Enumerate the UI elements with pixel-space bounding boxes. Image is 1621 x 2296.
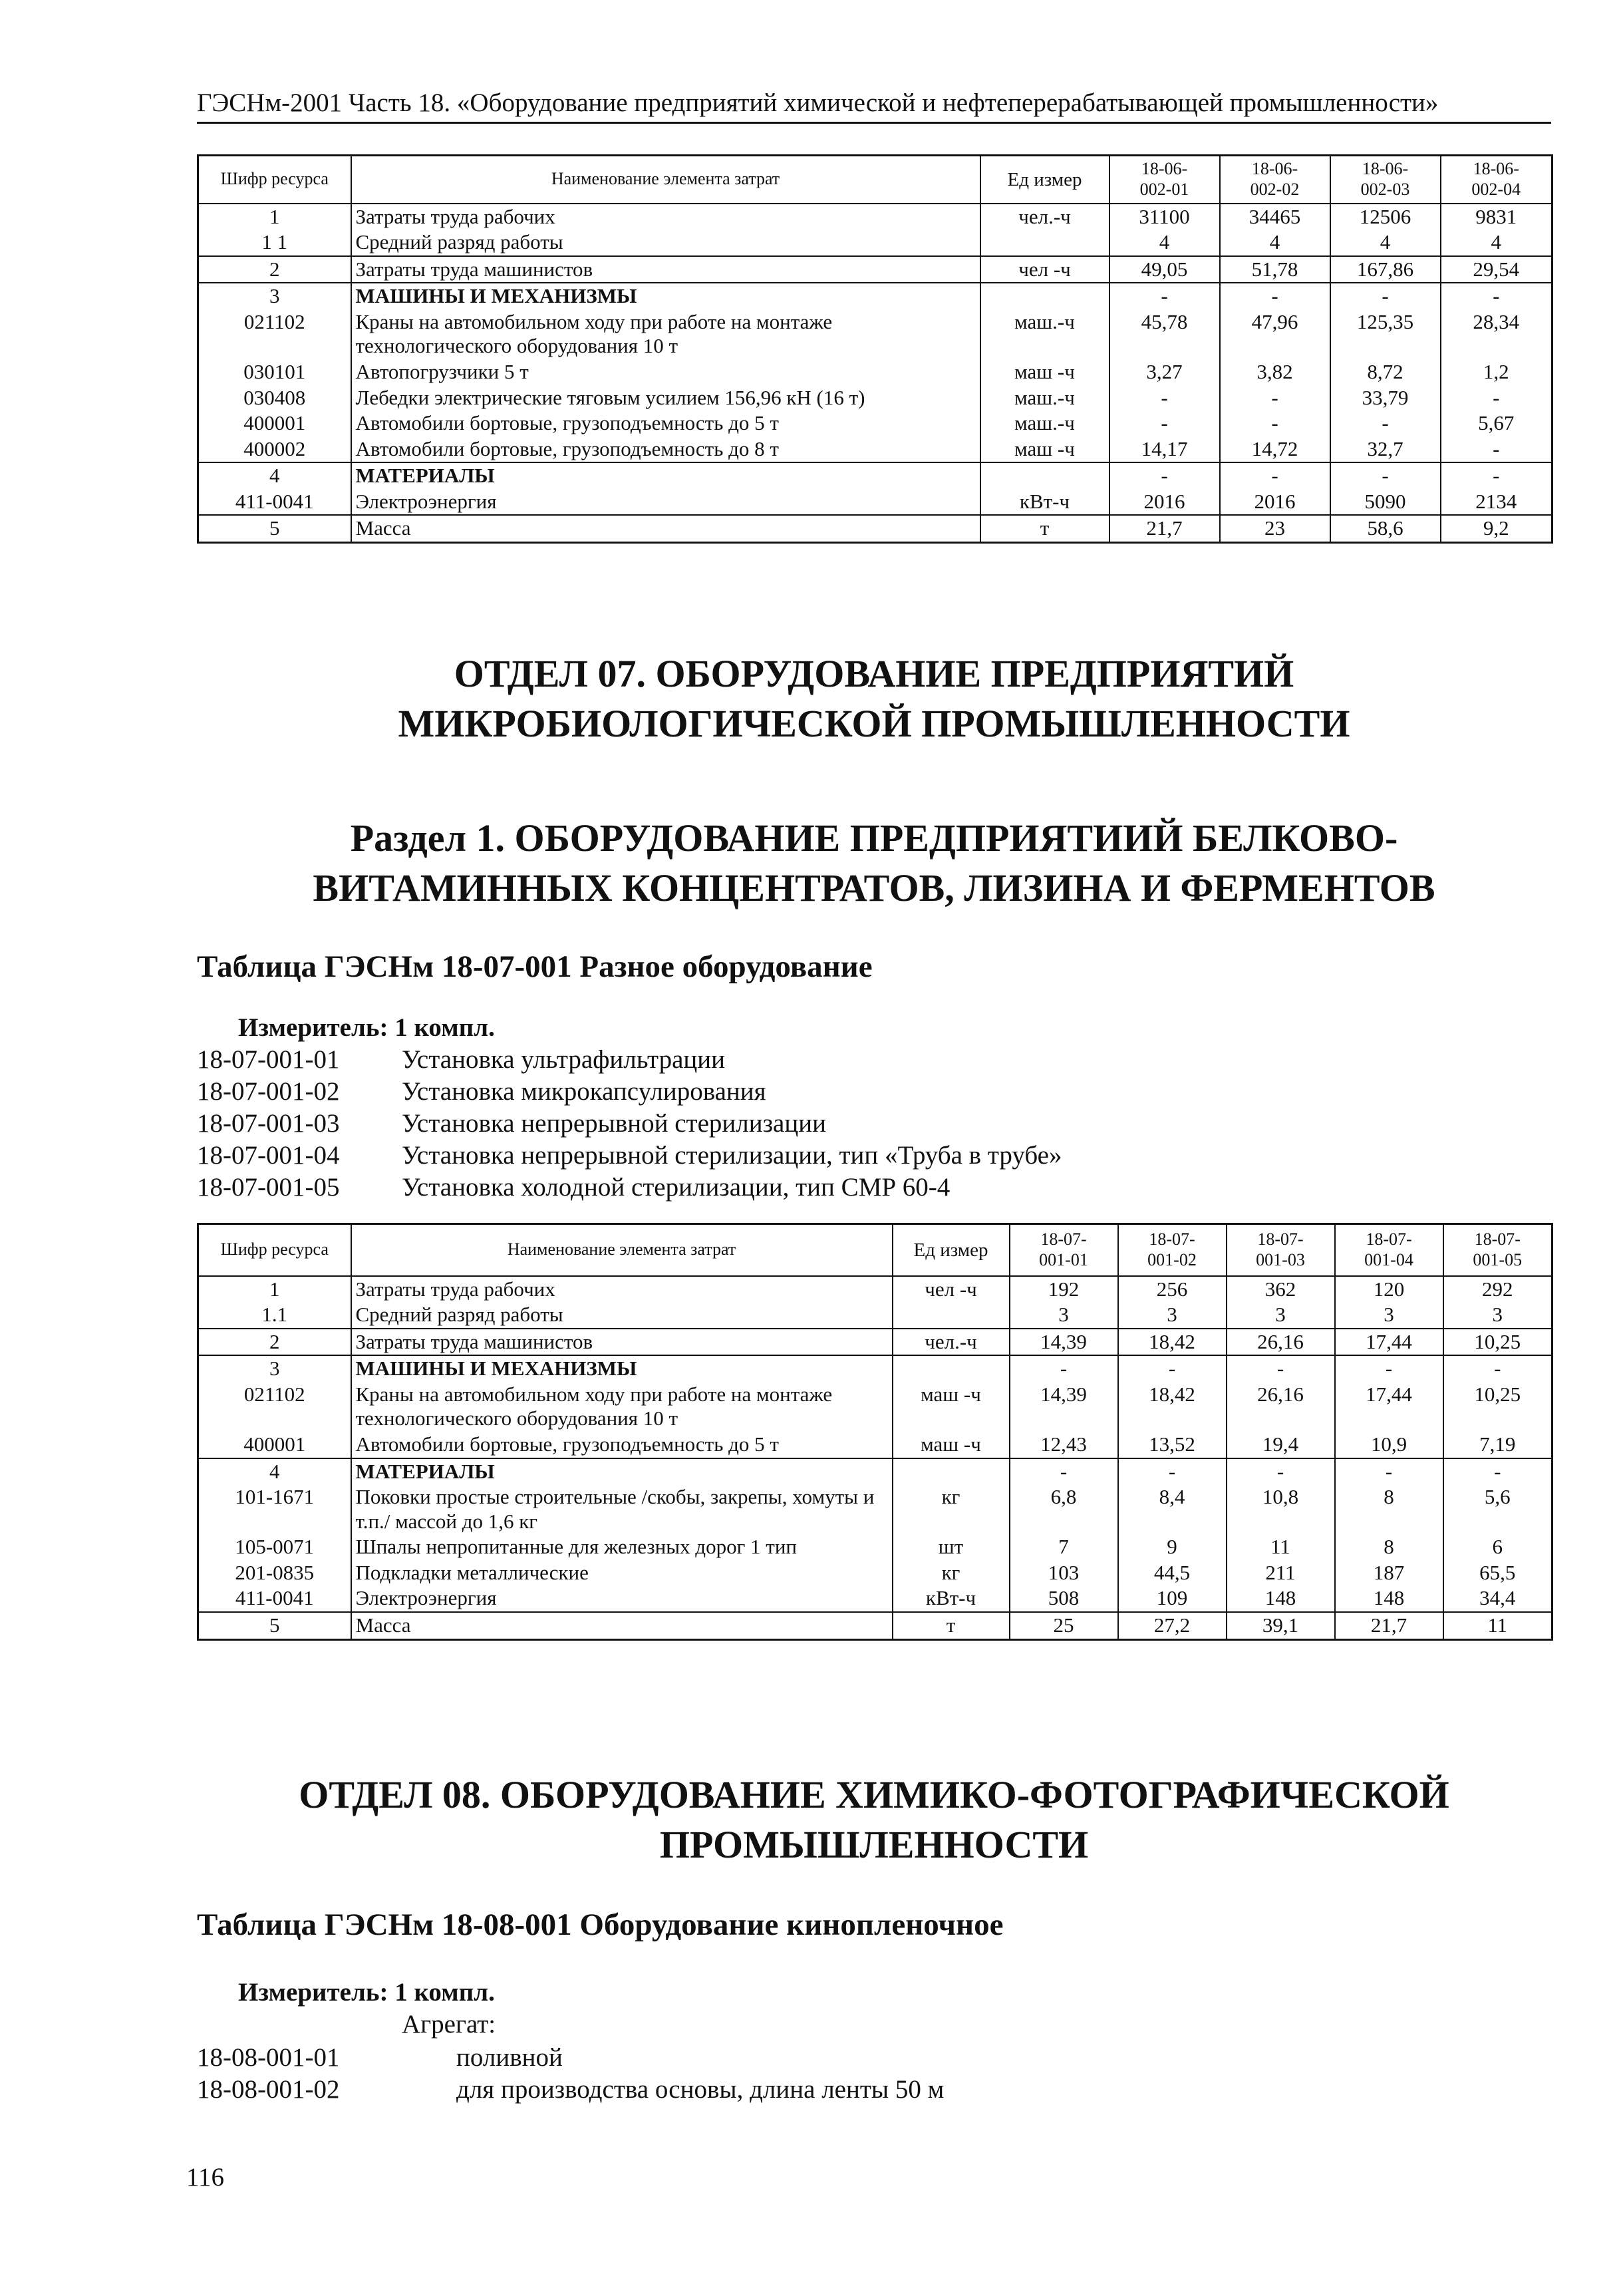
cell: -	[1220, 385, 1330, 411]
cell: 1.1	[198, 1302, 351, 1329]
cell: 26,16	[1227, 1382, 1335, 1432]
cell	[980, 283, 1109, 309]
cell: кВт-ч	[980, 489, 1109, 516]
cell: -	[1118, 1355, 1227, 1382]
cell: 201-0835	[198, 1560, 351, 1586]
cell: 49,05	[1109, 256, 1220, 283]
table-row	[198, 1534, 1552, 1560]
cell: -	[1010, 1355, 1118, 1382]
col-header: 18-07- 001-02	[1118, 1224, 1227, 1276]
cell: 47,96	[1220, 309, 1330, 359]
cell: 1 1	[198, 230, 351, 256]
table-row	[198, 1276, 1552, 1303]
cell: 17,44	[1335, 1329, 1443, 1356]
cell: -	[1441, 436, 1552, 463]
cell: -	[1109, 462, 1220, 489]
description: Установка микрокапсулирования	[402, 1077, 766, 1106]
cell: 4	[1109, 230, 1220, 256]
cell: -	[1443, 1355, 1552, 1382]
cell: -	[1118, 1458, 1227, 1485]
cell: -	[1010, 1458, 1118, 1485]
cell: кг	[893, 1484, 1010, 1534]
table-row	[198, 1432, 1552, 1458]
cell: 25	[1010, 1612, 1118, 1639]
cell: -	[1330, 410, 1441, 436]
col-header: 18-06- 002-04	[1441, 156, 1552, 204]
cell: 14,72	[1220, 436, 1330, 463]
cell: -	[1109, 283, 1220, 309]
cell: Масса	[351, 1612, 893, 1639]
cell: 7,19	[1443, 1432, 1552, 1458]
cell: 18,42	[1118, 1329, 1227, 1356]
cell: -	[1330, 283, 1441, 309]
cell: 8	[1335, 1484, 1443, 1534]
cell: 19,4	[1227, 1432, 1335, 1458]
cell: 33,79	[1330, 385, 1441, 411]
col-header: Шифр ресурса	[198, 156, 351, 204]
cell: 109	[1118, 1585, 1227, 1612]
description: Установка ультрафильтрации	[402, 1045, 725, 1074]
cell: 8	[1335, 1534, 1443, 1560]
cell: Масса	[351, 515, 980, 542]
cell: 11	[1227, 1534, 1335, 1560]
cell: 256	[1118, 1276, 1227, 1303]
cell: 21,7	[1335, 1612, 1443, 1639]
cell: Шпалы непропитанные для железных дорог 1 тип	[351, 1534, 893, 1560]
cell: Затраты труда рабочих	[351, 1276, 893, 1303]
cell: 167,86	[1330, 256, 1441, 283]
table-row	[198, 1484, 1552, 1534]
cell: 28,34	[1441, 309, 1552, 359]
cell: 3,27	[1109, 359, 1220, 385]
table-row	[198, 489, 1552, 516]
cell: МАШИНЫ И МЕХАНИЗМЫ	[351, 283, 980, 309]
cell: 3	[1010, 1302, 1118, 1329]
cell: чел -ч	[893, 1276, 1010, 1303]
heading-line: ВИТАМИННЫХ КОНЦЕНТРАТОВ, ЛИЗИНА И ФЕРМЕНТОВ	[313, 866, 1435, 910]
col-header: Ед измер	[980, 156, 1109, 204]
table-title: Таблица ГЭСНм 18-08-001 Оборудование кинопленочное	[197, 1907, 1004, 1942]
table-row	[198, 1458, 1552, 1485]
cell: -	[1109, 385, 1220, 411]
cell: Поковки простые строительные /скобы, закрепы, хомуты и т.п./ массой до 1,6 кг	[351, 1484, 893, 1534]
description: поливной	[456, 2043, 563, 2072]
cell: 39,1	[1227, 1612, 1335, 1639]
cell: 2016	[1220, 489, 1330, 516]
cell: 14,17	[1109, 436, 1220, 463]
cell: 105-0071	[198, 1534, 351, 1560]
code: 18-08-001-01	[197, 2043, 340, 2072]
cell: 5	[198, 1612, 351, 1639]
cell: 508	[1010, 1585, 1118, 1612]
description: Установка непрерывной стерилизации	[402, 1109, 826, 1138]
table-row	[198, 515, 1552, 542]
col-header: Шифр ресурса	[198, 1224, 351, 1276]
section-heading	[197, 649, 1551, 749]
cell: 14,39	[1010, 1382, 1118, 1432]
cell: 021102	[198, 309, 351, 359]
cell: 34465	[1220, 204, 1330, 230]
cell: 400001	[198, 1432, 351, 1458]
cell: МАТЕРИАЛЫ	[351, 1458, 893, 1485]
cell: 030408	[198, 385, 351, 411]
cell: Затраты труда машинистов	[351, 1329, 893, 1356]
cell: 2016	[1109, 489, 1220, 516]
table-row	[198, 309, 1552, 359]
cell: 103	[1010, 1560, 1118, 1586]
cell: 3	[1227, 1302, 1335, 1329]
col-header: 18-07- 001-04	[1335, 1224, 1443, 1276]
cell: -	[1330, 462, 1441, 489]
table-row	[198, 385, 1552, 411]
code: 18-08-001-02	[197, 2075, 340, 2104]
cell: чел -ч	[980, 256, 1109, 283]
cell: -	[1441, 385, 1552, 411]
table-row	[198, 256, 1552, 283]
cell: -	[1109, 410, 1220, 436]
cell: -	[1220, 283, 1330, 309]
cell: 34,4	[1443, 1585, 1552, 1612]
cell: -	[1335, 1355, 1443, 1382]
cell: маш -ч	[893, 1432, 1010, 1458]
cell: маш -ч	[980, 359, 1109, 385]
cell	[980, 230, 1109, 256]
cell: 2134	[1441, 489, 1552, 516]
cell: Электроэнергия	[351, 1585, 893, 1612]
cell: 120	[1335, 1276, 1443, 1303]
col-header: 18-06- 002-02	[1220, 156, 1330, 204]
table-row	[198, 1560, 1552, 1586]
cell: 5,67	[1441, 410, 1552, 436]
cell: маш.-ч	[980, 309, 1109, 359]
code: 18-07-001-05	[197, 1173, 340, 1202]
cell: маш -ч	[980, 436, 1109, 463]
cell: т	[980, 515, 1109, 542]
section-heading	[197, 1770, 1551, 1870]
cell: 192	[1010, 1276, 1118, 1303]
cell: 27,2	[1118, 1612, 1227, 1639]
cell: 65,5	[1443, 1560, 1552, 1586]
table-row	[198, 204, 1552, 230]
cell	[893, 1458, 1010, 1485]
cell: 6,8	[1010, 1484, 1118, 1534]
table-row	[198, 436, 1552, 463]
cell: 4	[198, 462, 351, 489]
col-header: 18-06- 002-01	[1109, 156, 1220, 204]
col-header: Наименование элемента затрат	[351, 156, 980, 204]
table-row	[198, 1382, 1552, 1432]
cell: 101-1671	[198, 1484, 351, 1534]
col-header: Ед измер	[893, 1224, 1010, 1276]
cell: 32,7	[1330, 436, 1441, 463]
cell: -	[1335, 1458, 1443, 1485]
cell: 29,54	[1441, 256, 1552, 283]
measure-unit: Измеритель: 1 компл.	[238, 1978, 495, 2007]
running-header: ГЭСНм-2001 Часть 18. «Оборудование предприятий химической и нефтеперерабатывающей промышленности»	[197, 88, 1551, 124]
table-row	[198, 230, 1552, 256]
heading-line: ОТДЕЛ 07. ОБОРУДОВАНИЕ ПРЕДПРИЯТИЙ	[454, 652, 1294, 695]
cell: 362	[1227, 1276, 1335, 1303]
col-header: 18-07- 001-03	[1227, 1224, 1335, 1276]
cell: 11	[1443, 1612, 1552, 1639]
cell: 18,42	[1118, 1382, 1227, 1432]
cell: 292	[1443, 1276, 1552, 1303]
cell: 3	[1443, 1302, 1552, 1329]
cell: 4	[1441, 230, 1552, 256]
code: 18-07-001-04	[197, 1141, 340, 1170]
code: 18-07-001-03	[197, 1109, 340, 1138]
heading-line: ОТДЕЛ 08. ОБОРУДОВАНИЕ ХИМИКО-ФОТОГРАФИЧЕСКОЙ	[299, 1773, 1449, 1816]
cell	[893, 1355, 1010, 1382]
code: 18-07-001-02	[197, 1077, 340, 1106]
cell	[893, 1302, 1010, 1329]
cell	[980, 462, 1109, 489]
cell: 400001	[198, 410, 351, 436]
cell: 4	[1220, 230, 1330, 256]
cell: 5	[198, 515, 351, 542]
cell: 10,25	[1443, 1329, 1552, 1356]
col-header: 18-07- 001-05	[1443, 1224, 1552, 1276]
cell: 1	[198, 1276, 351, 1303]
cell: 187	[1335, 1560, 1443, 1586]
cell: Электроэнергия	[351, 489, 980, 516]
cell: 45,78	[1109, 309, 1220, 359]
cell: Краны на автомобильном ходу при работе на монтаже технологического оборудования 10 т	[351, 309, 980, 359]
cell: 9	[1118, 1534, 1227, 1560]
cell: 3,82	[1220, 359, 1330, 385]
cell: 9831	[1441, 204, 1552, 230]
cell: 13,52	[1118, 1432, 1227, 1458]
table-row	[198, 1612, 1552, 1639]
cell: 1,2	[1441, 359, 1552, 385]
subsection-heading	[197, 813, 1551, 913]
cell: Лебедки электрические тяговым усилием 156,96 кН (16 т)	[351, 385, 980, 411]
table-row	[198, 1302, 1552, 1329]
cell: 3	[1118, 1302, 1227, 1329]
heading-line: МИКРОБИОЛОГИЧЕСКОЙ ПРОМЫШЛЕННОСТИ	[398, 702, 1350, 746]
cell: 148	[1227, 1585, 1335, 1612]
description: Установка холодной стерилизации, тип СМР 60-4	[402, 1173, 951, 1202]
heading-line: ПРОМЫШЛЕННОСТИ	[659, 1823, 1089, 1867]
cell: 2	[198, 1329, 351, 1356]
table-row	[198, 1355, 1552, 1382]
description: для производства основы, длина ленты 50 м	[456, 2075, 945, 2104]
cell: 8,72	[1330, 359, 1441, 385]
cell: 6	[1443, 1534, 1552, 1560]
cell: 148	[1335, 1585, 1443, 1612]
measure-unit: Измеритель: 1 компл.	[238, 1013, 495, 1042]
cell: 10,25	[1443, 1382, 1552, 1432]
cell: 125,35	[1330, 309, 1441, 359]
cell: шт	[893, 1534, 1010, 1560]
cell: 7	[1010, 1534, 1118, 1560]
cell: 2	[198, 256, 351, 283]
cell: Средний разряд работы	[351, 1302, 893, 1329]
cell: 411-0041	[198, 1585, 351, 1612]
cell: 10,8	[1227, 1484, 1335, 1534]
cell: -	[1441, 462, 1552, 489]
cell: -	[1227, 1458, 1335, 1485]
cell: 3	[198, 283, 351, 309]
cell: маш.-ч	[980, 385, 1109, 411]
cell: 44,5	[1118, 1560, 1227, 1586]
cell: 17,44	[1335, 1382, 1443, 1432]
aggregate-label: Агрегат:	[402, 2010, 496, 2039]
cell: -	[1220, 462, 1330, 489]
cell: чел.-ч	[893, 1329, 1010, 1356]
page-number: 116	[186, 2163, 225, 2192]
col-header: 18-07- 001-01	[1010, 1224, 1118, 1276]
cell: 14,39	[1010, 1329, 1118, 1356]
cell: 211	[1227, 1560, 1335, 1586]
code: 18-07-001-01	[197, 1045, 340, 1074]
cell: Затраты труда рабочих	[351, 204, 980, 230]
cell: 8,4	[1118, 1484, 1227, 1534]
cell: 26,16	[1227, 1329, 1335, 1356]
table-row	[198, 359, 1552, 385]
cell: 12506	[1330, 204, 1441, 230]
cell: 400002	[198, 436, 351, 463]
table-row	[198, 462, 1552, 489]
cell: т	[893, 1612, 1010, 1639]
cell: 030101	[198, 359, 351, 385]
col-header: Наименование элемента затрат	[351, 1224, 893, 1276]
description: Установка непрерывной стерилизации, тип «Труба в трубе»	[402, 1141, 1062, 1170]
cell: 21,7	[1109, 515, 1220, 542]
cell: кг	[893, 1560, 1010, 1586]
cell: 3	[1335, 1302, 1443, 1329]
table-row	[198, 1329, 1552, 1356]
table-row	[198, 410, 1552, 436]
cell: Затраты труда машинистов	[351, 256, 980, 283]
cell: 4	[198, 1458, 351, 1485]
col-header: 18-06- 002-03	[1330, 156, 1441, 204]
cell: 31100	[1109, 204, 1220, 230]
cell: -	[1220, 410, 1330, 436]
cell: 9,2	[1441, 515, 1552, 542]
table-18-06-002	[197, 154, 1553, 544]
cell: 5,6	[1443, 1484, 1552, 1534]
cell: 3	[198, 1355, 351, 1382]
cell: 411-0041	[198, 489, 351, 516]
cell: маш -ч	[893, 1382, 1010, 1432]
cell: Автомобили бортовые, грузоподъемность до 5 т	[351, 410, 980, 436]
cell: 51,78	[1220, 256, 1330, 283]
cell: 021102	[198, 1382, 351, 1432]
cell: чел.-ч	[980, 204, 1109, 230]
cell: -	[1441, 283, 1552, 309]
cell: Автомобили бортовые, грузоподъемность до 5 т	[351, 1432, 893, 1458]
cell: Краны на автомобильном ходу при работе на монтаже технологического оборудования 10 т	[351, 1382, 893, 1432]
cell: Средний разряд работы	[351, 230, 980, 256]
cell: 1	[198, 204, 351, 230]
cell: МАТЕРИАЛЫ	[351, 462, 980, 489]
cell: 5090	[1330, 489, 1441, 516]
cell: 12,43	[1010, 1432, 1118, 1458]
cell: Подкладки металлические	[351, 1560, 893, 1586]
table-row	[198, 1585, 1552, 1612]
cell: кВт-ч	[893, 1585, 1010, 1612]
cell: -	[1227, 1355, 1335, 1382]
table-18-07-001	[197, 1223, 1553, 1641]
cell: 10,9	[1335, 1432, 1443, 1458]
table-title: Таблица ГЭСНм 18-07-001 Разное оборудование	[197, 949, 873, 984]
cell: маш.-ч	[980, 410, 1109, 436]
cell: 58,6	[1330, 515, 1441, 542]
cell: МАШИНЫ И МЕХАНИЗМЫ	[351, 1355, 893, 1382]
cell: Автомобили бортовые, грузоподъемность до 8 т	[351, 436, 980, 463]
cell: -	[1443, 1458, 1552, 1485]
table-row	[198, 283, 1552, 309]
cell: Автопогрузчики 5 т	[351, 359, 980, 385]
heading-line: Раздел 1. ОБОРУДОВАНИЕ ПРЕДПРИЯТИИЙ БЕЛКОВО-	[350, 816, 1398, 860]
cell: 23	[1220, 515, 1330, 542]
cell: 4	[1330, 230, 1441, 256]
